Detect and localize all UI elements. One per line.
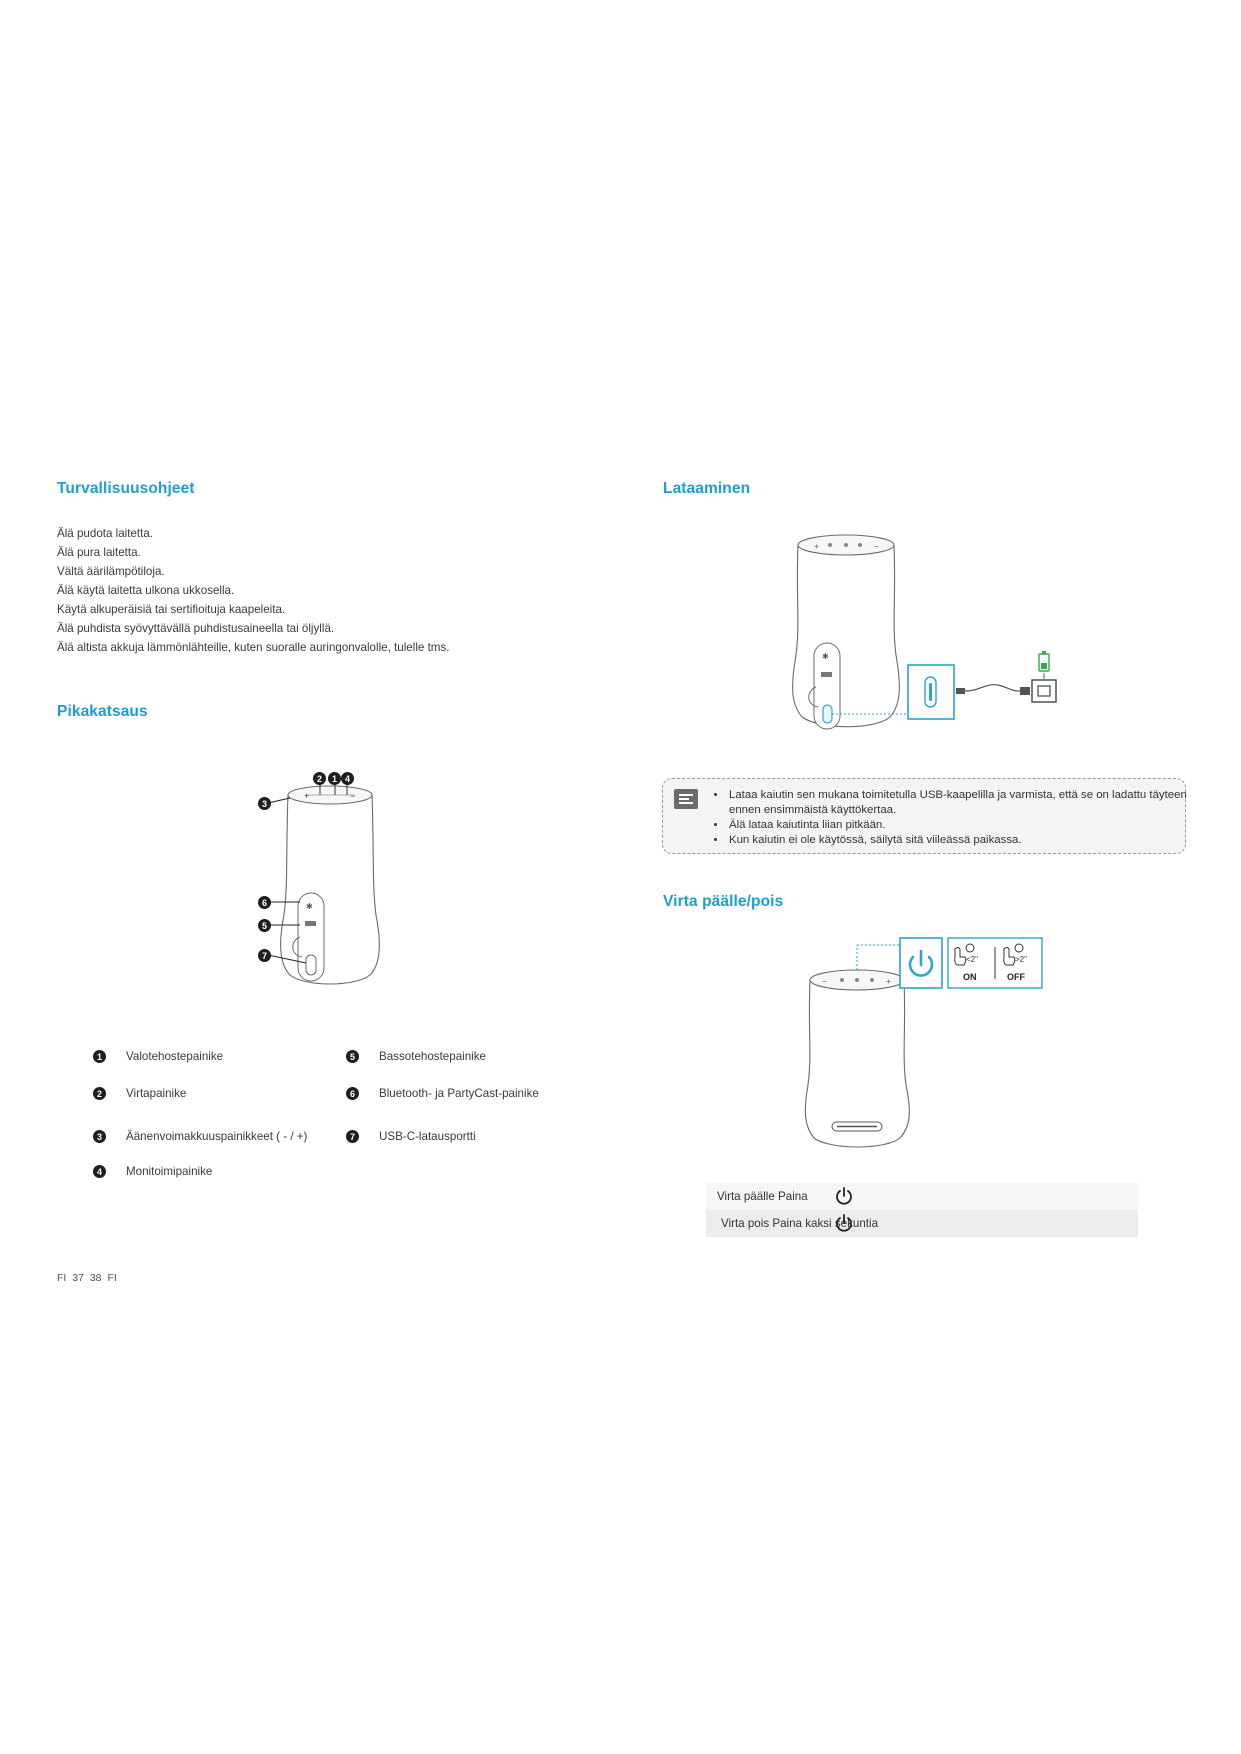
page-footer: FI 37 38 FI (57, 1272, 117, 1284)
power-diagram (800, 935, 1050, 1160)
callout-badge-6: 6 (258, 896, 271, 909)
charging-title: Lataaminen (663, 480, 751, 497)
legend-item (346, 1130, 476, 1143)
safety-item: Älä pudota laitetta. (57, 527, 154, 540)
charging-note-box (662, 778, 1186, 854)
legend-item (346, 1087, 539, 1100)
svg-text:+: + (886, 977, 891, 986)
power-off-row (706, 1210, 1138, 1237)
off-label: OFF (1007, 972, 1025, 982)
legend-number: 5 (346, 1050, 359, 1063)
safety-item: Vältä äärilämpötiloja. (57, 565, 165, 578)
legend-label: Äänenvoimakkuuspainikkeet ( - / +) (126, 1130, 308, 1143)
legend-label: USB-C-latausportti (379, 1130, 476, 1143)
callout-badge-2: 2 (313, 772, 326, 785)
safety-list (57, 524, 449, 657)
callout-badge-5: 5 (258, 919, 271, 932)
legend-item (93, 1130, 307, 1143)
charging-diagram (780, 525, 1080, 740)
legend-item (346, 1050, 486, 1063)
svg-text:−: − (350, 791, 356, 801)
svg-text:−: − (874, 542, 879, 551)
legend-label: Valotehostepainike (126, 1050, 224, 1063)
legend-item (93, 1165, 212, 1178)
safety-item: Käytä alkuperäisiä tai sertifioituja kaapeleita. (57, 603, 286, 616)
bass-icon (821, 672, 832, 677)
legend-number: 6 (346, 1087, 359, 1100)
bluetooth-icon: ✱ (306, 902, 313, 911)
power-off-text: Virta pois Paina kaksi sekuntia (721, 1217, 879, 1230)
legend-item (93, 1087, 186, 1100)
bluetooth-icon: ✱ (822, 652, 829, 661)
usb-c-port-icon (823, 705, 832, 723)
svg-text:+: + (814, 542, 819, 551)
legend-label: Virtapainike (126, 1087, 187, 1100)
callout-badge-1: 1 (328, 772, 341, 785)
safety-title: Turvallisuusohjeet (57, 480, 195, 497)
legend-item (93, 1050, 223, 1063)
legend-number: 7 (346, 1130, 359, 1143)
legend-label: Monitoimipainike (126, 1165, 213, 1178)
charging-note: • Älä lataa kaiutinta liian pitkään. (727, 818, 1189, 833)
legend-number: 2 (93, 1087, 106, 1100)
callout-badge-7: 7 (258, 949, 271, 962)
legend-number: 3 (93, 1130, 106, 1143)
charging-note: • Kun kaiutin ei ole käytössä, säilytä sitä viileässä paikassa. (727, 833, 1189, 848)
safety-item: Älä pura laitetta. (57, 546, 141, 559)
charging-notes (713, 788, 1189, 848)
legend-label: Bluetooth- ja PartyCast-painike (379, 1087, 539, 1100)
power-icon (834, 1213, 854, 1233)
safety-item: Älä käytä laitetta ulkona ukkosella. (57, 584, 235, 597)
legend-number: 4 (93, 1165, 106, 1178)
svg-text:−: − (822, 977, 827, 986)
on-label: ON (963, 972, 977, 982)
usb-plug-icon (956, 688, 965, 694)
legend-number: 1 (93, 1050, 106, 1063)
power-icon (834, 1186, 854, 1206)
safety-item: Älä altista akkuja lämmönlähteille, kuten suoralle auringonvalolle, tulelle tms. (57, 641, 450, 654)
note-icon (674, 789, 698, 809)
charging-note: • Lataa kaiutin sen mukana toimitetulla USB-kaapelilla ja varmista, että se on ladattu täyteen ennen ensimmäistä käyttökertaa. (727, 788, 1189, 818)
speaker-overview-diagram (250, 765, 400, 995)
on-duration: <2" (966, 955, 978, 964)
power-on-row (706, 1183, 1138, 1210)
legend-label: Bassotehostepainike (379, 1050, 486, 1063)
power-title: Virta päälle/pois (663, 893, 784, 910)
safety-item: Älä puhdista syövyttävällä puhdistusaineella tai öljyllä. (57, 622, 335, 635)
power-on-text: Virta päälle Paina (717, 1190, 808, 1203)
off-duration: >2" (1015, 955, 1027, 964)
callout-badge-4: 4 (341, 772, 354, 785)
bass-icon (305, 921, 316, 926)
callout-badge-3: 3 (258, 797, 271, 810)
svg-text:+: + (304, 791, 310, 801)
overview-title: Pikakatsaus (57, 703, 148, 720)
